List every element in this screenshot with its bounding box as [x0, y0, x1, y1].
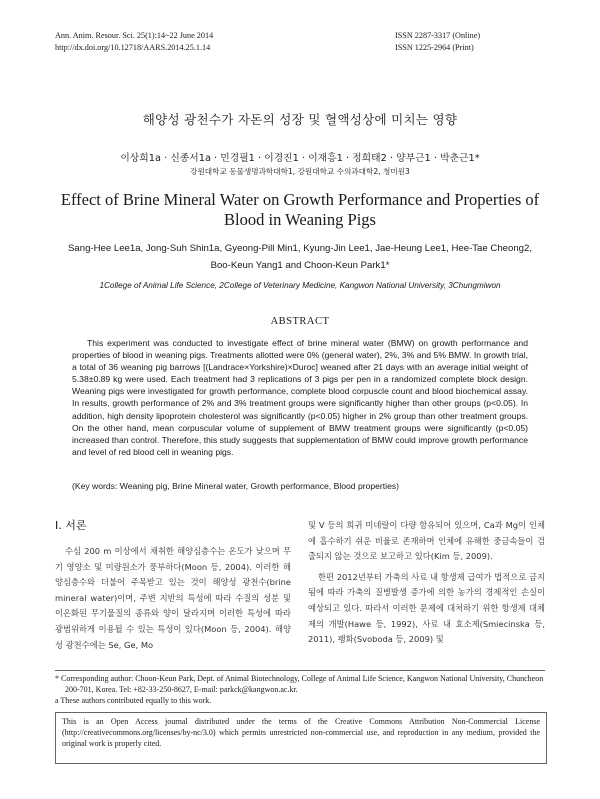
issn-print: ISSN 1225-2964 (Print) [395, 43, 474, 52]
equal-contribution-note: a These authors contributed equally to this work. [55, 696, 212, 706]
english-title: Effect of Brine Mineral Water on Growth Performance and Properties of Blood in Weaning Pigs [60, 190, 540, 229]
english-authors-line1: Sang-Hee Lee1a, Jong-Suh Shin1a, Gyeong-Pill Min1, Kyung-Jin Lee1, Jae-Heung Lee1, Hee-Tae Cheong2, [68, 243, 532, 254]
english-authors-line2: Boo-Keun Yang1 and Choon-Keun Park1* [210, 260, 390, 271]
footnote-divider [55, 670, 545, 671]
journal-citation: Ann. Anim. Resour. Sci. 25(1):14~22 June 2014 [55, 31, 214, 40]
korean-affiliations: 강원대학교 동물생명과학대학1, 강원대학교 수의과대학2, 청미원3 [190, 167, 410, 176]
intro-paragraph-2: 한편 2012년부터 가축의 사료 내 항생제 급여가 법적으로 금지됨에 따라 가축의 질병발생 증가에 의한 농가의 경제적인 손실이 예상되고 있다. 따라서 이러한 문제에 대처하기 위한 항생제 대체제의 개발(Hawe 등, 1992), 사료 내 효소제(Smiecinska 등, 2011), 팽화(Svoboda 등, 2009) 및 [308, 571, 545, 645]
body-column-right [308, 518, 545, 648]
issn-online: ISSN 2287-3317 (Online) [395, 31, 481, 40]
section-heading-introduction: Ⅰ. 서론 [55, 519, 87, 532]
korean-authors: 이상희1a · 신종서1a · 민경필1 · 이경진1 · 이재흥1 · 정희태2 · 양부근1 · 박춘근1* [120, 153, 480, 164]
keywords: (Key words: Weaning pig, Brine Mineral water, Growth performance, Blood properties) [72, 481, 400, 491]
corresponding-author-note: * Corresponding author: Choon-Keun Park, Dept. of Animal Biotechnology, College of Animal Life Science, Kangwon National University, Chuncheon 200-701, Korea. Tel: +82-33-250-8627, E-mail: parkck@kangwon.ac.kr. [55, 674, 544, 695]
intro-paragraph-continued: 및 V 등의 희귀 미네랄이 다량 함유되어 있으며, Ca과 Mg이 인체에 흡수하기 쉬운 비율로 존재하며 인체에 유해한 중금속들이 검출되지 않는 것으로 보고하고 있다(Kim 등, 2009). [308, 520, 545, 562]
license-box: This is an Open Access journal distributed under the terms of the Creative Commons Attribution Non-Commercial License (http://creativecommons.org/licenses/by-nc/3.0) which permits unrestricted non-commercial use, and reproduction in any medium, provided the original work is properly cited. [55, 712, 547, 764]
intro-paragraph: 수심 200 m 이상에서 채취한 해양심층수는 온도가 낮으며 무기 영양소 및 미량원소가 풍부하다(Moon 등, 2004). 이러한 해양심층수와 더불어 주목받고 있는 것이 해양성 광천수(brine mineral water)이며, 주변 지반의 특성에 따라 수질의 성분 및 이온화된 무기물질의 종류와 양이 달라지며 이러한 특성에 따라 광범위하게 이용될 수 있는 특성이 있다(Moon 등, 2004). 해양성 광천수에는 Se, Ge, Mo [55, 546, 291, 650]
abstract-heading: ABSTRACT [270, 316, 330, 327]
english-authors [40, 240, 560, 274]
english-affiliations: 1College of Animal Life Science, 2College of Veterinary Medicine, Kangwon National University, 3Chungmiwon [99, 281, 501, 290]
abstract-text: This experiment was conducted to investigate effect of brine mineral water (BMW) on growth performance and properties of blood in weaning pigs. Treatments allotted were 0% (general water), 2%, 3% and 5% BMW. In growth trial, a total of 36 weaning pig barrows [(Landrace×Yorkshire)×Duroc] weaned after 21 days with an average initial weight of 5.38±0.89 kg were used. Each treatment had 3 replications of 3 pigs per pen in a randomized complete block design. Weaning pigs were investigated for growth performance, complete blood corpuscle count and blood biochemical assay. In results, growth performance of 2% and 3% treatment groups were significantly higher than other groups (p<0.05). In addition, high density lipoprotein cholesterol was significantly (p<0.05) higher in 2% group than other treatment groups. On the other hand, mean corpuscular volume of supplement of BMW treatment groups were significantly (p<0.05) increased than control. Therefore, this study suggests that supplementation of BMW could improve growth performance and level of red blood cell in weaning pigs. [72, 338, 528, 457]
doi-link[interactable]: http://dx.doi.org/10.12718/AARS.2014.25.1.14 [55, 43, 211, 52]
korean-title: 해양성 광천수가 자돈의 성장 및 혈액성상에 미치는 영향 [142, 112, 458, 127]
footnotes [55, 673, 545, 707]
body-column-left [55, 518, 291, 653]
